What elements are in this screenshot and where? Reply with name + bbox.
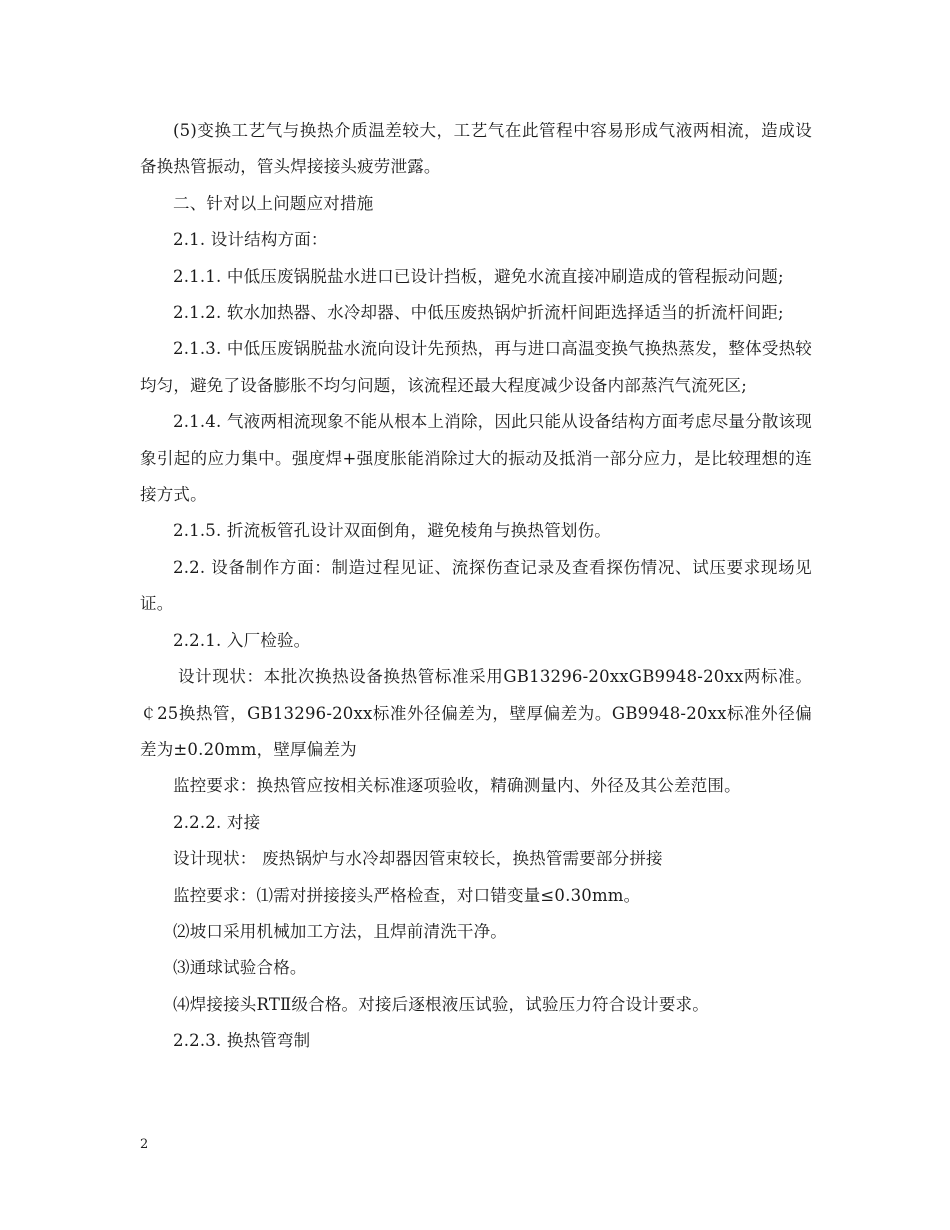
paragraph-monitoring-joint-check: 监控要求：⑴需对拼接接头严格检查，对口错变量≤0.30mm。 xyxy=(173,885,641,905)
paragraph-groove-machining: ⑵坡口采用机械加工方法，且焊前清洗干净。 xyxy=(173,921,507,941)
document-body xyxy=(140,113,812,1060)
paragraph-design-status-tubes: 设计现状：本批次换热设备换热管标准采用GB13296-20xxGB9948-20xx两标准。￠25换热管，GB13296-20xx标准外径偏差为，壁厚偏差为。GB9948-20xx标准外径偏差为±0.20mm，壁厚偏差为 xyxy=(140,667,812,759)
paragraph-rt-grade: ⑷焊接接头RTⅡ级合格。对接后逐根液压试验，试验压力符合设计要求。 xyxy=(173,994,709,1014)
paragraph-2-1-2: 2.1.2. 软水加热器、水冷却器、中低压废热锅炉折流杆间距选择适当的折流杆间距; xyxy=(173,303,784,323)
subheading-2-2-3: 2.2.3. 换热管弯制 xyxy=(173,1031,311,1051)
paragraph-design-status-butt: 设计现状： 废热锅炉与水冷却器因管束较长，换热管需要部分拼接 xyxy=(173,849,663,869)
paragraph-vibration-cause: (5)变换工艺气与换热介质温差较大，工艺气在此管程中容易形成气液两相流，造成设备换热管振动，管头焊接接头疲劳泄露。 xyxy=(140,121,812,177)
subheading-design-structure: 2.1. 设计结构方面： xyxy=(173,230,328,250)
subheading-2-2-2: 2.2.2. 对接 xyxy=(173,812,261,832)
paragraph-2-1-4: 2.1.4. 气液两相流现象不能从根本上消除，因此只能从设备结构方面考虑尽量分散该现象引起的应力集中。强度焊+强度胀能消除过大的振动及抵消一部分应力，是比较理想的连接方式。 xyxy=(140,412,812,505)
page-number: 2 xyxy=(140,1137,149,1152)
section-heading-countermeasures: 二、针对以上问题应对措施 xyxy=(173,193,374,213)
paragraph-2-1-1: 2.1.1. 中低压废锅脱盐水进口已设计挡板，避免水流直接冲刷造成的管程振动问题; xyxy=(173,266,784,286)
paragraph-monitoring-inspection: 监控要求：换热管应按相关标准逐项验收，精确测量内、外径及其公差范围。 xyxy=(173,776,741,796)
paragraph-2-2: 2.2. 设备制作方面：制造过程见证、流探伤查记录及查看探伤情况、试压要求现场见证。 xyxy=(140,557,812,614)
subheading-2-2-1: 2.2.1. 入厂检验。 xyxy=(173,630,311,650)
paragraph-2-1-5: 2.1.5. 折流板管孔设计双面倒角，避免棱角与换热管划伤。 xyxy=(173,521,611,541)
paragraph-ball-test: ⑶通球试验合格。 xyxy=(173,958,307,978)
paragraph-2-1-3: 2.1.3. 中低压废锅脱盐水流向设计先预热，再与进口高温变换气换热蒸发，整体受热较均匀，避免了设备膨胀不均匀问题，该流程还最大程度减少设备内部蒸汽气流死区; xyxy=(140,339,812,395)
